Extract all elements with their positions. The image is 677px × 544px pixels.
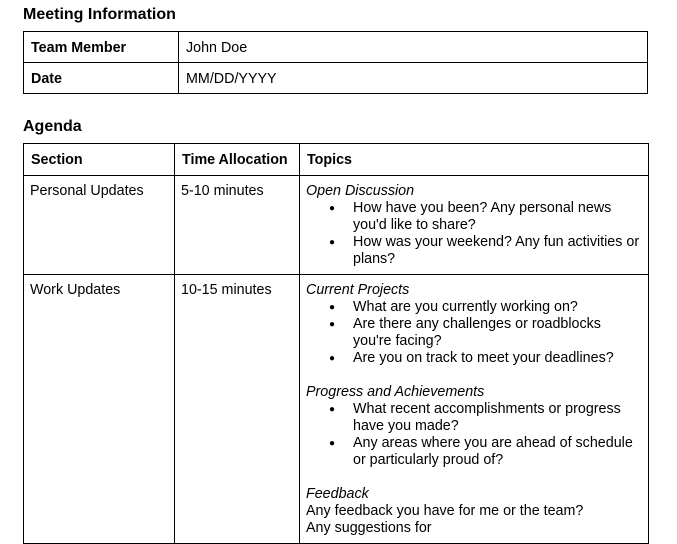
table-row — [24, 275, 649, 544]
list-item: ● How have you been? Any personal news you'd like to share? — [353, 200, 642, 234]
section-cell[interactable]: Personal Updates — [24, 176, 175, 275]
table-header-row — [24, 144, 649, 176]
table-row — [24, 32, 648, 63]
topic-title: Feedback — [306, 486, 369, 502]
topic-line: Any feedback you have for me or the team? — [306, 503, 584, 519]
topic-group — [306, 486, 642, 537]
column-header-time-allocation: Time Allocation — [175, 144, 300, 176]
topic-group — [306, 282, 642, 367]
section-cell[interactable]: Work Updates — [24, 275, 175, 544]
list-item: ● How was your weekend? Any fun activities or plans? — [353, 234, 642, 268]
agenda-table — [23, 143, 649, 544]
topic-group — [306, 183, 642, 268]
list-item: ● What recent accomplishments or progress have you made? — [353, 401, 642, 435]
list-item: ● Are you on track to meet your deadlines? — [353, 350, 642, 367]
meeting-information-heading: Meeting Information — [23, 6, 176, 23]
table-row — [24, 63, 648, 94]
topic-bullet-list — [306, 299, 642, 367]
topic-bullet-list — [306, 200, 642, 268]
topics-cell[interactable] — [300, 275, 649, 544]
date-value[interactable]: MM/DD/YYYY — [179, 63, 648, 94]
list-item: ● Any areas where you are ahead of schedule or particularly proud of? — [353, 435, 642, 469]
agenda-heading: Agenda — [23, 118, 82, 135]
column-header-topics: Topics — [300, 144, 649, 176]
time-cell[interactable]: 5-10 minutes — [175, 176, 300, 275]
meeting-info-table — [23, 31, 648, 94]
topic-bullet-list — [306, 401, 642, 469]
topic-group — [306, 384, 642, 469]
list-item: ● What are you currently working on? — [353, 299, 642, 316]
topic-line: Any suggestions for — [306, 520, 432, 536]
topic-title: Current Projects — [306, 282, 410, 298]
topic-title: Open Discussion — [306, 183, 415, 199]
topics-cell[interactable] — [300, 176, 649, 275]
topic-title: Progress and Achievements — [306, 384, 485, 400]
team-member-value[interactable]: John Doe — [179, 32, 648, 63]
list-item: ● Are there any challenges or roadblocks you're facing? — [353, 316, 642, 350]
column-header-section: Section — [24, 144, 175, 176]
time-cell[interactable]: 10-15 minutes — [175, 275, 300, 544]
table-row — [24, 176, 649, 275]
date-label: Date — [24, 63, 179, 94]
team-member-label: Team Member — [24, 32, 179, 63]
